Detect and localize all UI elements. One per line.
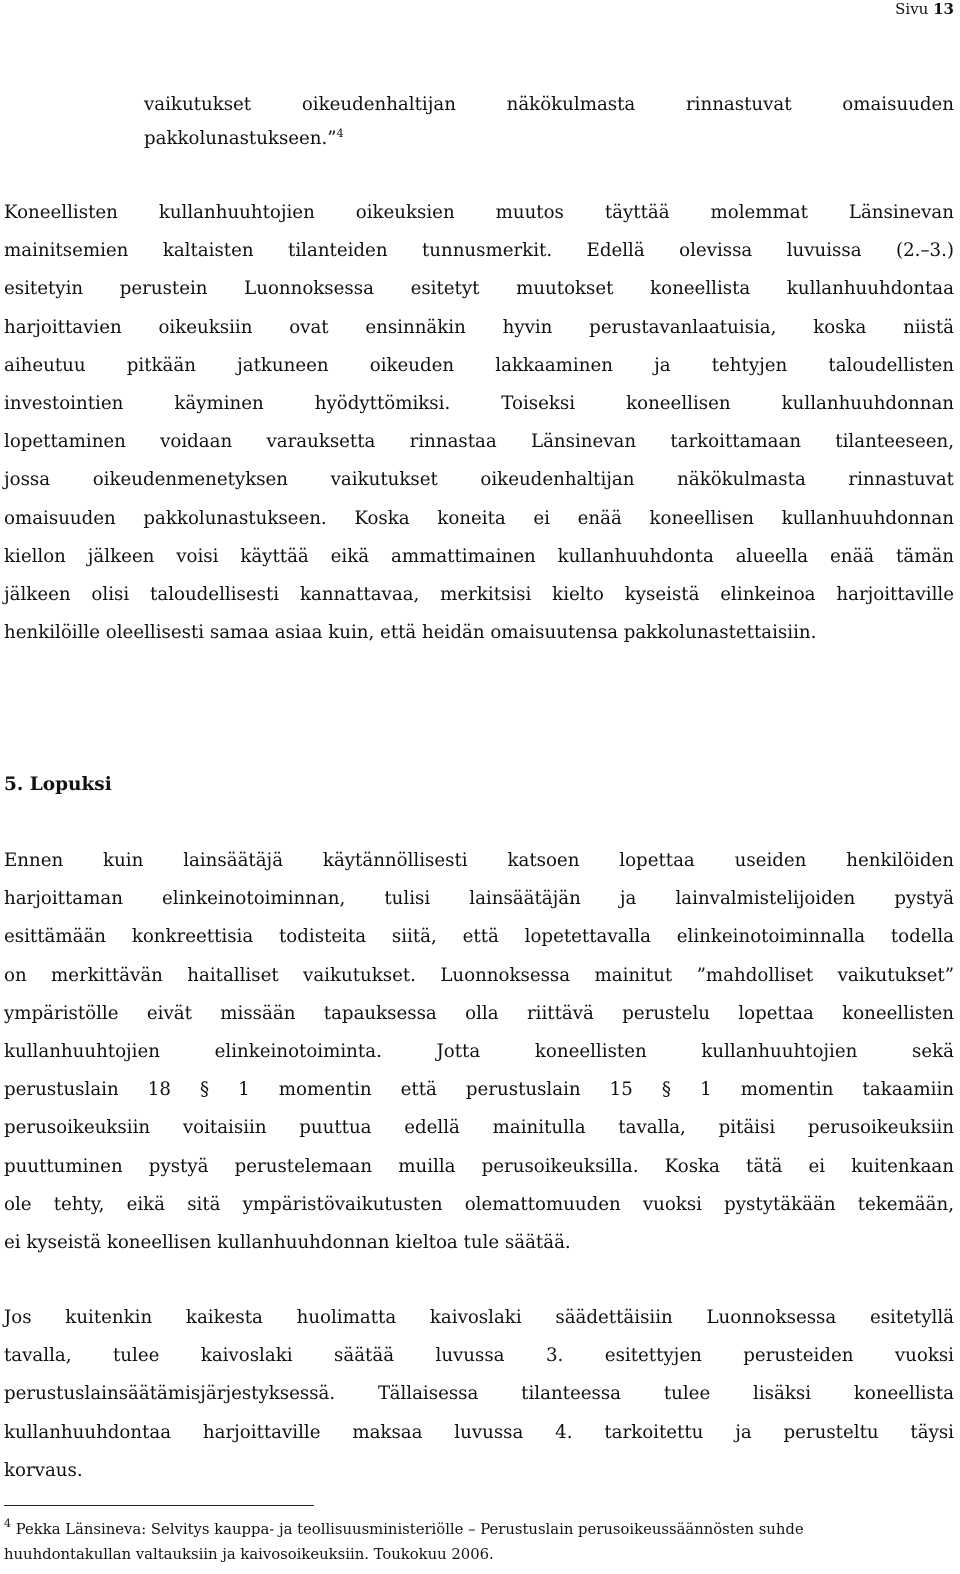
footnote-reference: 4 [336, 127, 344, 141]
paragraph-line: investointien käyminen hyödyttömiksi. Toiseksi koneellisen kullanhuuhdonnan [4, 392, 954, 414]
paragraph-line: jossa oikeudenmenetyksen vaikutukset oikeudenhaltijan näkökulmasta rinnastuvat [4, 469, 954, 491]
paragraph-line: kullanhuuhtojien elinkeinotoiminta. Jotta koneellisten kullanhuuhtojien sekä [4, 1040, 954, 1062]
page-number-value: 13 [933, 0, 954, 18]
paragraph-line: harjoittavien oikeuksiin ovat ensinnäkin hyvin perustavanlaatuisia, koska niistä [4, 316, 954, 338]
paragraph-line: korvaus. [4, 1459, 83, 1481]
paragraph-line: esitetyin perustein Luonnoksessa esitetyt muutokset koneellista kullanhuuhdontaa [4, 278, 954, 300]
paragraph-line: perustuslainsäätämisjärjestyksessä. Tällaisessa tilanteessa tulee lisäksi koneellista [4, 1383, 954, 1405]
paragraph-line: ei kyseistä koneellisen kullanhuuhdonnan kieltoa tule säätää. [4, 1231, 571, 1253]
paragraph-line: ympäristölle eivät missään tapauksessa olla riittävä perustelu lopettaa koneellisten [4, 1002, 954, 1024]
footnote-line [4, 1518, 934, 1543]
section-heading: 5. Lopuksi [4, 774, 112, 795]
paragraph-line: esittämään konkreettisia todisteita siitä, että lopetettavalla elinkeinotoiminnalla todella [4, 926, 954, 948]
paragraph-line: aiheutuu pitkään jatkuneen oikeuden lakkaaminen ja tehtyjen taloudellisten [4, 354, 954, 376]
footnote-separator [4, 1505, 314, 1506]
paragraph-line: Jos kuitenkin kaikesta huolimatta kaivoslaki säädettäisiin Luonnoksessa esitetyllä [4, 1307, 954, 1328]
paragraph-line: henkilöille oleellisesti samaa asiaa kuin, että heidän omaisuutensa pakkolunastettaisiin. [4, 622, 817, 644]
quote-line-text: pakkolunastukseen.” [144, 128, 337, 150]
quote-line [144, 120, 954, 158]
page-number [895, 0, 954, 18]
paragraph-2 [4, 842, 954, 1262]
footnote [4, 1518, 934, 1567]
paragraph-line: harjoittaman elinkeinotoiminnan, tulisi lainsäätäjän ja lainvalmistelijoiden pystyä [4, 888, 954, 910]
paragraph-line: puuttuminen pystyä perustelemaan muilla perusoikeuksilla. Koska tätä ei kuitenkaan [4, 1155, 954, 1177]
paragraph-line: perusoikeuksiin voitaisiin puuttua edellä mainitulla tavalla, pitäisi perusoikeuksiin [4, 1117, 954, 1139]
paragraph-line: perustuslain 18 § 1 momentin että perustuslain 15 § 1 momentin takaamiin [4, 1079, 954, 1101]
footnote-text: Pekka Länsineva: Selvitys kauppa- ja teollisuusministeriölle – Perustuslain perusoikeussäännösten suhde [15, 1521, 804, 1538]
paragraph-line: lopettaminen voidaan varauksetta rinnastaa Länsinevan tarkoittamaan tilanteeseen, [4, 431, 954, 453]
quote-block [144, 86, 954, 158]
paragraph-line: Koneellisten kullanhuuhtojien oikeuksien muutos täyttää molemmat Länsinevan [4, 202, 954, 223]
quote-line: vaikutukset oikeudenhaltijan näkökulmasta rinnastuvat omaisuuden [144, 94, 954, 115]
footnote-number: 4 [4, 1517, 11, 1530]
paragraph-1 [4, 194, 954, 652]
page-label: Sivu [895, 0, 929, 18]
footnote-line: huuhdontakullan valtauksiin ja kaivosoikeuksiin. Toukokuu 2006. [4, 1545, 494, 1563]
paragraph-line: kullanhuuhdontaa harjoittaville maksaa luvussa 4. tarkoitettu ja perusteltu täysi [4, 1421, 954, 1443]
paragraph-3 [4, 1299, 954, 1490]
paragraph-line: mainitsemien kaltaisten tilanteiden tunnusmerkit. Edellä olevissa luvuissa (2.–3.) [4, 240, 954, 262]
paragraph-line: jälkeen olisi taloudellisesti kannattavaa, merkitsisi kielto kyseistä elinkeinoa harjoittaville [4, 583, 954, 605]
paragraph-line: kiellon jälkeen voisi käyttää eikä ammattimainen kullanhuuhdonta alueella enää tämän [4, 545, 954, 567]
paragraph-line: on merkittävän haitalliset vaikutukset. Luonnoksessa mainitut ”mahdolliset vaikutukset” [4, 964, 954, 986]
paragraph-line: omaisuuden pakkolunastukseen. Koska koneita ei enää koneellisen kullanhuuhdonnan [4, 507, 954, 529]
paragraph-line: Ennen kuin lainsäätäjä käytännöllisesti katsoen lopettaa useiden henkilöiden [4, 850, 954, 871]
paragraph-line: ole tehty, eikä sitä ympäristövaikutusten olemattomuuden vuoksi pystytäkään tekemään, [4, 1193, 954, 1215]
paragraph-line: tavalla, tulee kaivoslaki säätää luvussa 3. esitettyjen perusteiden vuoksi [4, 1345, 954, 1367]
